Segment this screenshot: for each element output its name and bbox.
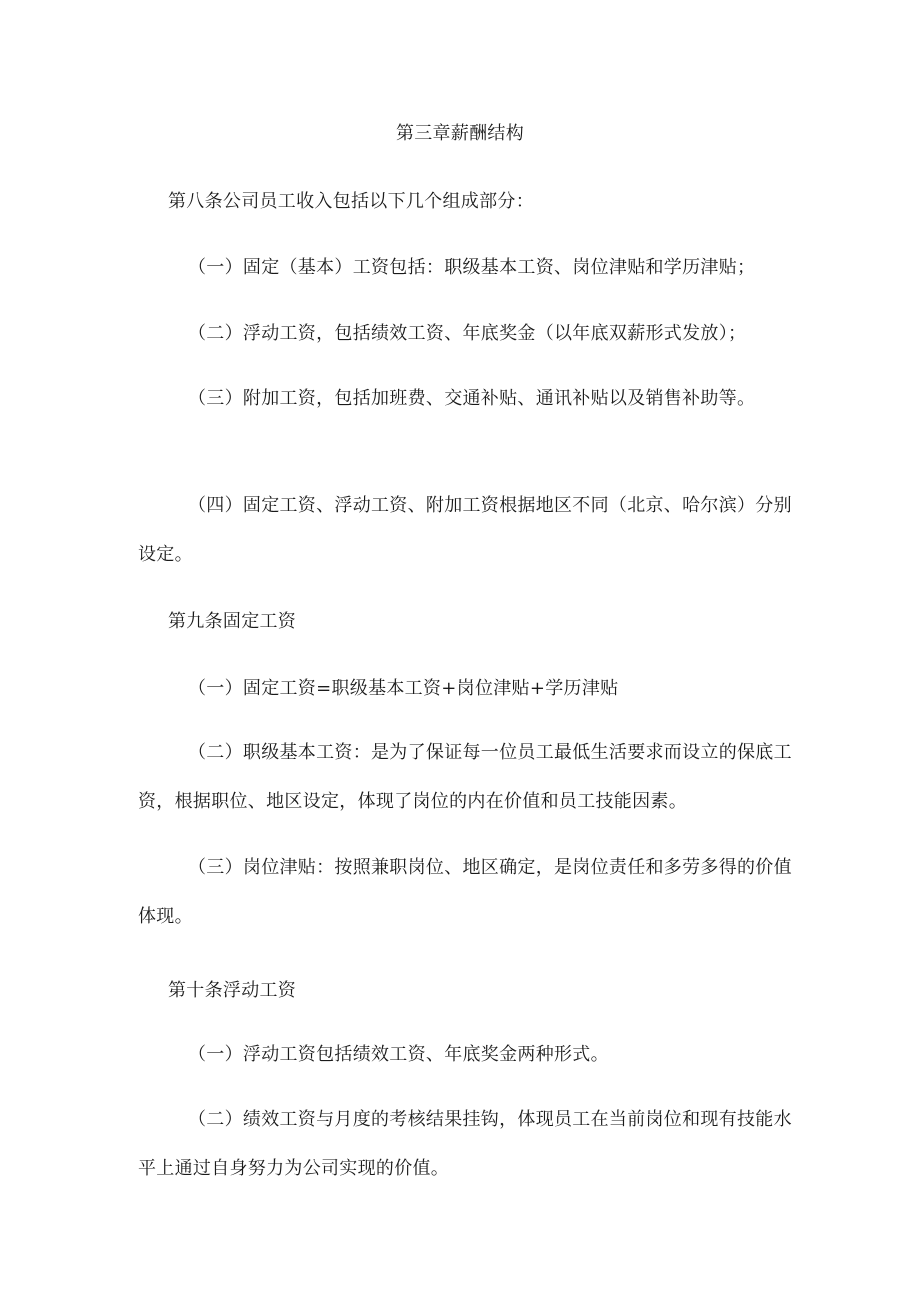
article-10-item-1: （一）浮动工资包括绩效工资、年底奖金两种形式。 [188, 1044, 609, 1065]
article-9-item-3-line-1: （三）岗位津贴：按照兼职岗位、地区确定，是岗位责任和多劳多得的价值 [188, 857, 792, 878]
article-10-heading: 第十条浮动工资 [168, 980, 297, 1001]
article-8-item-4-line-2: 设定。 [138, 544, 193, 565]
article-8-item-4-line-1: （四）固定工资、浮动工资、附加工资根据地区不同（北京、哈尔滨）分别 [188, 495, 792, 516]
article-8-item-2: （二）浮动工资，包括绩效工资、年底奖金（以年底双薪形式发放）； [188, 323, 747, 344]
article-8-item-1: （一）固定（基本）工资包括：职级基本工资、岗位津贴和学历津贴； [188, 257, 756, 278]
article-8-heading: 第八条公司员工收入包括以下几个组成部分： [168, 191, 534, 212]
article-9-heading: 第九条固定工资 [168, 611, 297, 632]
article-9-item-2-line-1: （二）职级基本工资：是为了保证每一位员工最低生活要求而设立的保底工 [188, 742, 792, 763]
article-9-item-3-line-2: 体现。 [138, 906, 193, 927]
article-10-item-2-line-2: 平上通过自身努力为公司实现的价值。 [138, 1158, 450, 1179]
article-10-item-2-line-1: （二）绩效工资与月度的考核结果挂钩，体现员工在当前岗位和现有技能水 [188, 1109, 792, 1130]
article-9-item-2-line-2: 资，根据职位、地区设定，体现了岗位的内在价值和员工技能因素。 [138, 791, 687, 812]
article-9-item-1: （一）固定工资=职级基本工资+岗位津贴+学历津贴 [188, 678, 619, 699]
article-8-item-3: （三）附加工资，包括加班费、交通补贴、通讯补贴以及销售补助等。 [188, 388, 756, 409]
chapter-title: 第三章薪酬结构 [395, 123, 525, 144]
